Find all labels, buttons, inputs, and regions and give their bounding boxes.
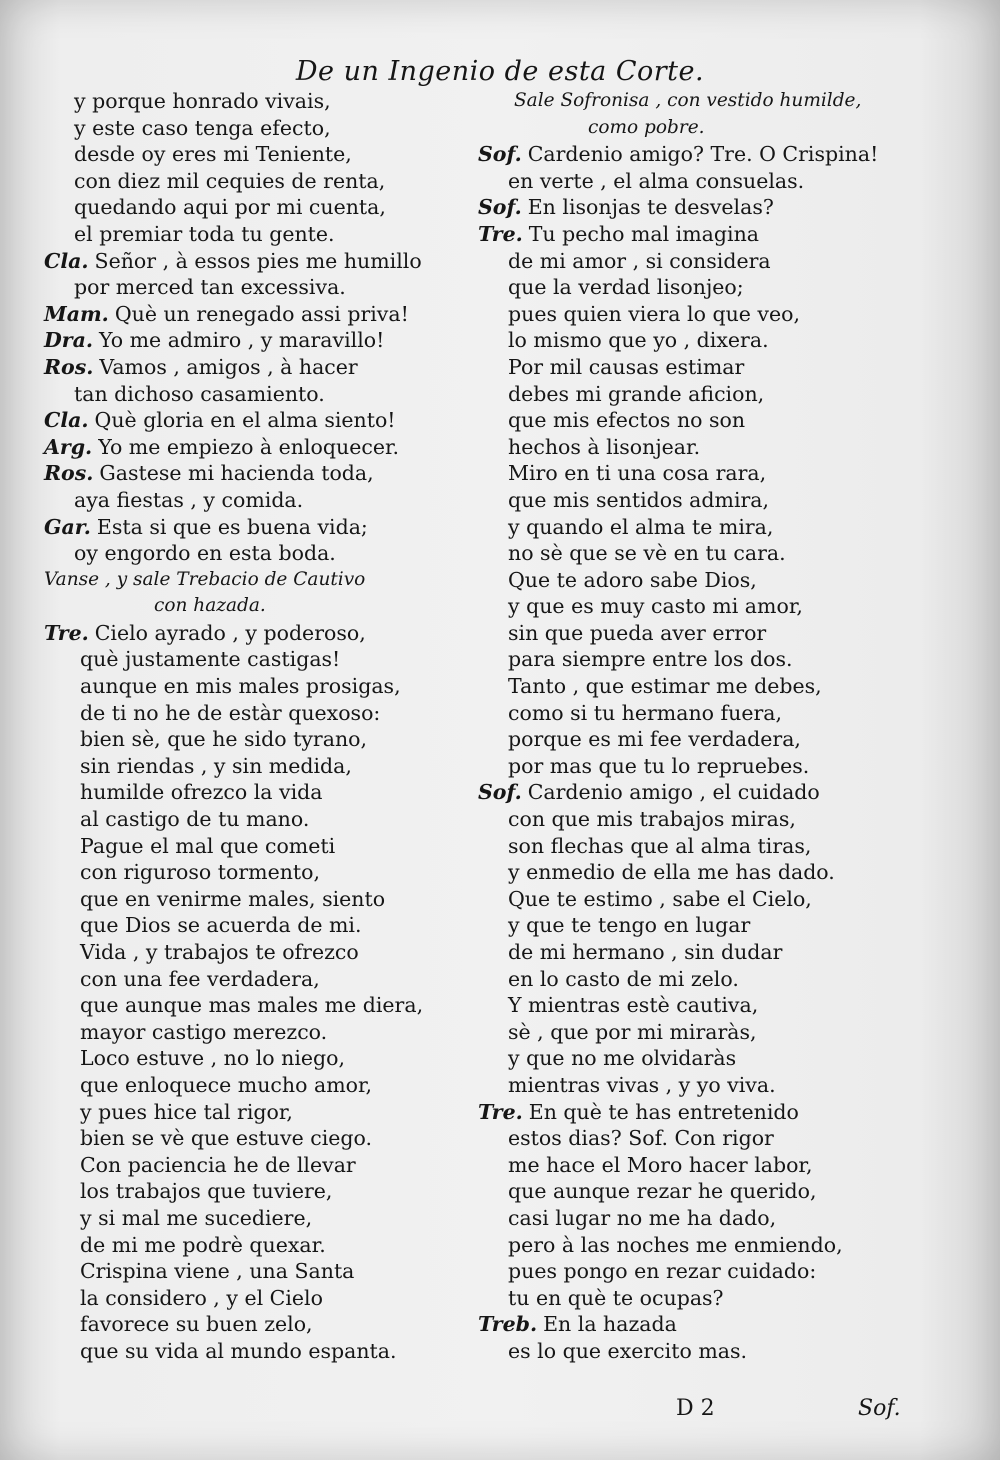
verse-line [44,806,464,833]
verse-line [44,194,464,221]
line-text: y enmedio de ella me has dado. [508,860,835,885]
speaker-label: Cla. [44,408,89,433]
verse-line [44,1205,464,1232]
verse-line [478,859,923,886]
verse-line [478,1285,923,1312]
verse-line [478,327,923,354]
speaker-label: Mam. [44,301,109,326]
line-text: por mas que tu lo repruebes. [508,753,810,778]
verse-line [44,381,464,408]
line-text: con que mis trabajos miras, [508,807,796,832]
verse-line [478,274,923,301]
verse-line [478,1045,923,1072]
verse-line [44,301,464,328]
line-text: por merced tan excessiva. [74,275,346,300]
verse-line [44,1125,464,1152]
verse-line [44,354,464,381]
line-text: En la hazada [543,1312,677,1337]
stage-direction-line [44,593,464,620]
speaker-label: Tre. [478,221,523,246]
line-text: con diez mil cequies de renta, [74,168,386,193]
line-text: de mi hermano , sin dudar [508,940,783,964]
line-text: de mi me podrè quexar. [80,1232,326,1257]
line-text: Gastese mi hacienda toda, [99,461,374,486]
running-header: De un Ingenio de esta Corte. [295,56,705,87]
verse-line [44,1072,464,1099]
verse-line [478,1205,923,1232]
line-text: sin riendas , y sin medida, [80,753,352,778]
line-text: Miro en ti una cosa rara, [508,461,767,486]
verse-line [44,88,464,115]
verse-line [44,1285,464,1312]
speaker-label: Tre. [44,620,89,645]
line-text: oy engordo en esta boda. [74,541,336,566]
verse-line [478,1311,923,1338]
verse-line [478,1338,923,1365]
line-text: Yo me empiezo à enloquecer. [98,434,400,459]
line-text: bien se vè que estuve ciego. [80,1126,373,1151]
line-text: al castigo de tu mano. [80,807,310,832]
verse-line [44,460,464,487]
line-text: pero à las noches me enmiendo, [508,1232,843,1257]
line-text: tu en què te ocupas? [508,1285,724,1310]
verse-line [44,540,464,567]
line-text: Cielo ayrado , y poderoso, [94,620,366,645]
verse-line [478,248,923,275]
line-text: Esta si que es buena vida; [96,514,368,539]
line-text: Cardenio amigo? Tre. O Crispina! [527,142,879,167]
line-text: desde oy eres mi Teniente, [74,142,352,167]
line-text: pues quien viera lo que veo, [508,301,800,326]
verse-line [44,327,464,354]
line-text: porque es mi fee verdadera, [508,727,801,752]
speaker-label: Dra. [44,328,93,353]
verse-line [44,646,464,673]
line-text: Pague el mal que cometi [80,833,336,858]
verse-line [44,487,464,514]
line-text: humilde ofrezco la vida [80,780,323,805]
line-text: que en venirme males, siento [80,886,386,911]
line-text: Tu pecho mal imagina [528,221,759,246]
line-text: En què te has entretenido [528,1099,799,1124]
line-text: con hazada. [154,595,266,617]
line-text: y pues hice tal rigor, [80,1099,293,1124]
line-text: hechos à lisonjear. [508,434,701,459]
verse-line [478,992,923,1019]
line-text: Crispina viene , una Santa [80,1259,355,1284]
verse-line [478,354,923,381]
verse-line [478,700,923,727]
line-text: y si mal me sucediere, [80,1205,313,1230]
verse-line [478,620,923,647]
line-text: y este caso tenga efecto, [74,115,331,140]
speaker-label: Gar. [44,514,91,539]
line-text: que mis efectos no son [508,408,746,433]
line-text: con riguroso tormento, [80,860,320,885]
verse-line [44,912,464,939]
verse-line [44,726,464,753]
verse-line [478,1258,923,1285]
line-text: como pobre. [588,116,705,138]
speaker-label: Arg. [44,434,93,459]
line-text: en verte , el alma consuelas. [508,168,805,193]
verse-line [478,646,923,673]
verse-line [478,1125,923,1152]
verse-line [478,168,923,195]
verse-line [478,1152,923,1179]
verse-line [478,194,923,221]
line-text: mayor castigo merezco. [80,1019,328,1044]
verse-line [478,141,923,168]
line-text: Loco estuve , no lo niego, [80,1046,345,1071]
line-text: Y mientras estè cautiva, [508,993,759,1018]
line-text: tan dichoso casamiento. [74,381,325,406]
verse-line [44,221,464,248]
stage-direction-line [44,567,464,594]
line-text: estos dias? Sof. Con rigor [508,1126,774,1151]
verse-line [44,1311,464,1338]
line-text: lo mismo que yo , dixera. [508,328,769,353]
line-text: para siempre entre los dos. [508,647,793,672]
line-text: de mi amor , si considera [508,248,771,273]
verse-line [44,1178,464,1205]
line-text: quedando aqui por mi cuenta, [74,195,386,220]
line-text: es lo que exercito mas. [508,1338,748,1363]
line-text: de ti no he de estàr quexoso: [80,700,381,725]
verse-line [478,726,923,753]
speaker-label: Tre. [478,1099,523,1124]
line-text: aya fiestas , y comida. [74,487,304,512]
verse-line [478,381,923,408]
line-text: no sè que se vè en tu cara. [508,541,786,566]
verse-line [478,806,923,833]
verse-line [44,1232,464,1259]
left-text-column [44,88,464,1365]
verse-line [478,673,923,700]
line-text: sè , que por mi miraràs, [508,1019,757,1044]
stage-direction-line [478,115,923,142]
verse-line [44,1338,464,1365]
line-text: casi lugar no me ha dado, [508,1205,777,1230]
line-text: Sale Sofronisa , con vestido humilde, [514,90,862,111]
line-text: Con paciencia he de llevar [80,1152,356,1177]
verse-line [478,487,923,514]
line-text: y que no me olvidaràs [508,1046,737,1071]
verse-line [478,1232,923,1259]
verse-line [44,673,464,700]
line-text: Tanto , que estimar me debes, [508,674,822,699]
verse-line [478,221,923,248]
verse-line [44,1099,464,1126]
line-text: la considero , y el Cielo [80,1285,323,1310]
catchword: Sof. [858,1396,901,1421]
verse-line [44,1019,464,1046]
verse-line [44,939,464,966]
speaker-label: Treb. [478,1312,538,1337]
line-text: como si tu hermano fuera, [508,700,782,725]
line-text: sin que pueda aver error [508,620,767,645]
verse-line [44,168,464,195]
verse-line [478,1178,923,1205]
line-text: que mis sentidos admira, [508,487,770,512]
signature-mark: D 2 [676,1396,715,1421]
speaker-label: Ros. [44,461,94,486]
line-text: aunque en mis males prosigas, [80,674,401,699]
verse-line [44,1045,464,1072]
line-text: Vamos , amigos , à hacer [99,354,358,379]
line-text: Yo me admiro , y maravillo! [99,328,385,353]
line-text: y porque honrado vivais, [74,89,331,113]
speaker-label: Sof. [478,780,522,805]
verse-line [478,753,923,780]
verse-line [478,1019,923,1046]
line-text: que aunque rezar he querido, [508,1179,817,1204]
line-text: que aunque mas males me diera, [80,993,424,1018]
verse-line [478,833,923,860]
verse-line [478,1099,923,1126]
speaker-label: Sof. [478,142,522,167]
page-footer [0,1396,1000,1426]
verse-line [478,434,923,461]
verse-line [44,248,464,275]
verse-line [44,886,464,913]
line-text: Por mil causas estimar [508,354,745,379]
line-text: pues pongo en rezar cuidado: [508,1259,817,1284]
verse-line [478,514,923,541]
verse-line [44,274,464,301]
line-text: mientras vivas , y yo viva. [508,1072,776,1097]
verse-line [478,460,923,487]
verse-line [478,593,923,620]
verse-line [478,966,923,993]
verse-line [44,141,464,168]
line-text: Que te estimo , sabe el Cielo, [508,886,812,911]
line-text: Què un renegado assi priva! [114,301,409,326]
verse-line [44,992,464,1019]
speaker-label: Sof. [478,195,522,220]
verse-line [44,620,464,647]
verse-line [44,966,464,993]
stage-direction-line [478,88,923,115]
verse-line [478,912,923,939]
line-text: que enloquece mucho amor, [80,1072,373,1097]
verse-line [478,779,923,806]
verse-line [44,859,464,886]
verse-line [44,779,464,806]
line-text: el premiar toda tu gente. [74,221,335,246]
verse-line [478,1072,923,1099]
line-text: y que te tengo en lugar [508,913,751,938]
speaker-label: Ros. [44,354,94,379]
line-text: Que te adoro sabe Dios, [508,567,757,592]
line-text: favorece su buen zelo, [80,1312,313,1337]
verse-line [44,833,464,860]
line-text: me hace el Moro hacer labor, [508,1152,813,1177]
line-text: que su vida al mundo espanta. [80,1338,397,1363]
line-text: son flechas que al alma tiras, [508,833,812,858]
speaker-label: Cla. [44,248,89,273]
verse-line [478,939,923,966]
line-text: En lisonjas te desvelas? [527,195,774,220]
verse-line [44,1152,464,1179]
line-text: en lo casto de mi zelo. [508,966,739,991]
verse-line [44,407,464,434]
line-text: Señor , à essos pies me humillo [94,248,422,273]
verse-line [44,514,464,541]
line-text: y quando el alma te mira, [508,514,774,539]
verse-line [478,540,923,567]
verse-line [478,407,923,434]
line-text: què justamente castigas! [80,647,341,672]
verse-line [44,700,464,727]
line-text: Vanse , y sale Trebacio de Cautivo [44,568,366,590]
line-text: bien sè, que he sido tyrano, [80,727,367,752]
line-text: Vida , y trabajos te ofrezco [80,940,359,964]
verse-line [44,434,464,461]
verse-line [44,753,464,780]
verse-line [478,567,923,594]
verse-line [44,1258,464,1285]
line-text: debes mi grande aficion, [508,381,765,406]
verse-line [478,886,923,913]
verse-line [478,301,923,328]
line-text: con una fee verdadera, [80,966,320,991]
line-text: y que es muy casto mi amor, [508,594,803,619]
line-text: los trabajos que tuviere, [80,1179,333,1204]
line-text: que Dios se acuerda de mi. [80,913,362,938]
right-text-column [478,88,923,1365]
line-text: que la verdad lisonjeo; [508,275,744,300]
verse-line [44,115,464,142]
line-text: Cardenio amigo , el cuidado [527,780,820,805]
line-text: Què gloria en el alma siento! [94,408,396,433]
